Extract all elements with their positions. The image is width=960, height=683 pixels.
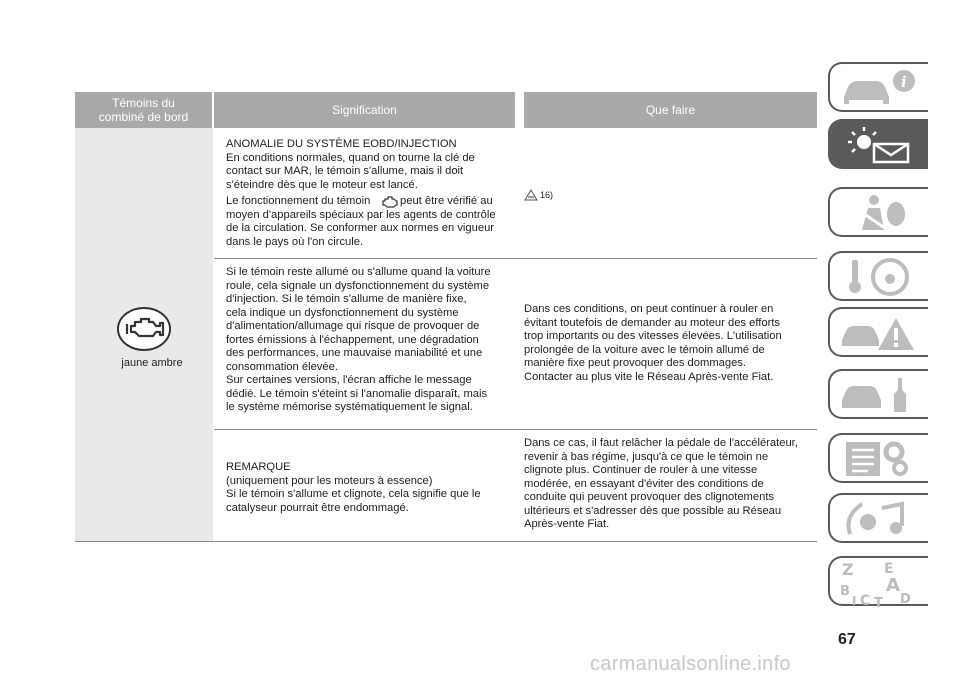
row2-line: cela indique un dysfonctionnement du système — [226, 306, 459, 319]
index-letter: C — [860, 593, 871, 607]
row1-line: Le fonctionnement du témoin — [226, 195, 371, 207]
header-que-faire-label: Que faire — [645, 103, 696, 117]
airbag-seatbelt-icon — [838, 192, 918, 234]
row2-line: le système mémorise systématiquement le signal. — [226, 401, 473, 413]
engine-check-inline-icon — [380, 195, 398, 208]
row1-line: En conditions normales, quand on tourne la clé de — [226, 151, 475, 164]
tab-maintenance[interactable] — [828, 369, 928, 419]
row3-action-line: Dans ce cas, il faut relâcher la pédale de l'accélérateur, — [524, 437, 798, 449]
row2-line: Sur certaines versions, l'écran affiche le message — [226, 374, 472, 386]
header-temoins — [75, 92, 212, 128]
row3-action-line: modérée, en essayant d'éviter des conditions de — [524, 477, 764, 490]
row-divider — [214, 258, 817, 259]
row3-action-line: conduite qui peuvent provoquer des clignotements — [524, 491, 775, 503]
row2-line: d'alimentation/allumage qui risque de provoquer de — [226, 320, 480, 332]
row3-line: catalyseur pourrait être endommagé. — [226, 501, 409, 514]
row2-line: Si le témoin reste allumé ou s'allume quand la voiture — [226, 266, 491, 278]
tab-index[interactable] — [828, 556, 928, 606]
car-maintenance-icon — [838, 374, 918, 416]
row-divider — [214, 429, 817, 430]
row3-action-line: revenir à bas régime, jusqu'à ce que le témoin ne — [524, 450, 769, 463]
header-signification — [214, 92, 515, 128]
index-letter: D — [900, 592, 911, 607]
row2-action-line: manière fixe peut provoquer des dommages. — [524, 357, 747, 369]
row3-action-line: clignote plus. Continuer de rouler à une vitesse — [524, 464, 758, 476]
header-temoins-label: Témoins du combiné de bord — [98, 96, 189, 124]
warning-triangle-icon — [524, 189, 538, 201]
row2-line: consommation élevée. — [226, 360, 338, 373]
page-number: 67 — [838, 631, 856, 648]
warning-reference: 16) — [540, 190, 554, 200]
row3-action-line: ultérieurs et s'adresser dès que possible au Réseau — [524, 504, 782, 517]
row1-line: s'éteindre dès que le moteur est lancé. — [226, 178, 418, 191]
table-bottom-rule — [75, 541, 817, 542]
watermark-text: carmanualsonline.info — [590, 653, 791, 675]
warning-lights-icon — [838, 124, 918, 166]
tab-car-info[interactable] — [828, 62, 928, 112]
header-que-faire — [524, 92, 817, 128]
index-letter: A — [886, 575, 900, 596]
row2-line: dédié. Le témoin s'éteint si l'anomalie disparaît, mais — [226, 387, 488, 400]
index-letter: I — [852, 594, 857, 607]
index-letter: B — [840, 584, 850, 599]
row2-action-line: Contacter au plus vite le Réseau Après-vente Fiat. — [524, 370, 774, 383]
row1-line: peut être vérifié au — [400, 195, 493, 207]
row1-line: de la circulation. Se conformer aux normes en vigueur — [226, 222, 495, 234]
tab-emergency[interactable] — [828, 307, 928, 357]
row2-line: roule, cela signale un dysfonctionnement du système — [226, 279, 490, 292]
row2-action-line: trop importants ou des vitesses élevées. L'utilisation — [524, 330, 782, 342]
svg-text:i: i — [901, 73, 907, 91]
row3-line: (uniquement pour les moteurs à essence) — [226, 474, 433, 487]
multimedia-icon — [838, 498, 918, 540]
row1-title: ANOMALIE DU SYSTÈME EOBD/INJECTION — [226, 138, 457, 150]
row2-line: des performances, une mauvaise maniabilité et une — [226, 347, 483, 359]
key-steering-wheel-icon — [838, 256, 918, 298]
row3-line: Si le témoin s'allume et clignote, cela signifie que le — [226, 488, 481, 500]
tab-multimedia[interactable] — [828, 493, 928, 543]
row1-line: dans le pays où l'on circule. — [226, 235, 364, 248]
row1-line: moyen d'appareils spéciaux par les agents de contrôle — [226, 208, 496, 221]
index-icon — [838, 561, 918, 607]
indicator-color-label: jaune ambre — [121, 357, 183, 369]
row2-action-line: évitant toutefois de demander au moteur des efforts — [524, 316, 781, 329]
row3-remark-title: REMARQUE — [226, 461, 291, 473]
row2-line: fortes émissions à l'échappement, une dégradation — [226, 333, 479, 346]
index-letter: T — [874, 596, 883, 607]
row2-action-line: prolongée de la voiture avec le témoin allumé de — [524, 343, 765, 356]
tab-warning-lights[interactable] — [828, 119, 928, 169]
row2-line: d'injection. Si le témoin s'allume de manière fixe, — [226, 293, 467, 305]
tab-technical-data[interactable] — [828, 433, 928, 483]
header-signification-label: Signification — [332, 103, 397, 117]
technical-data-icon — [838, 438, 918, 480]
emergency-icon — [838, 312, 918, 354]
row2-action-line: Dans ces conditions, on peut continuer à rouler en — [524, 303, 774, 315]
index-letter: Z — [842, 561, 854, 579]
car-info-icon — [838, 67, 918, 109]
row3-action-line: Après-vente Fiat. — [524, 518, 610, 530]
tab-safety[interactable] — [828, 187, 928, 237]
tab-starting-driving[interactable] — [828, 251, 928, 301]
index-letter: E — [884, 561, 894, 577]
row1-line: contact sur MAR, le témoin s'allume, mais il doit — [226, 165, 464, 177]
engine-check-icon — [116, 306, 172, 352]
